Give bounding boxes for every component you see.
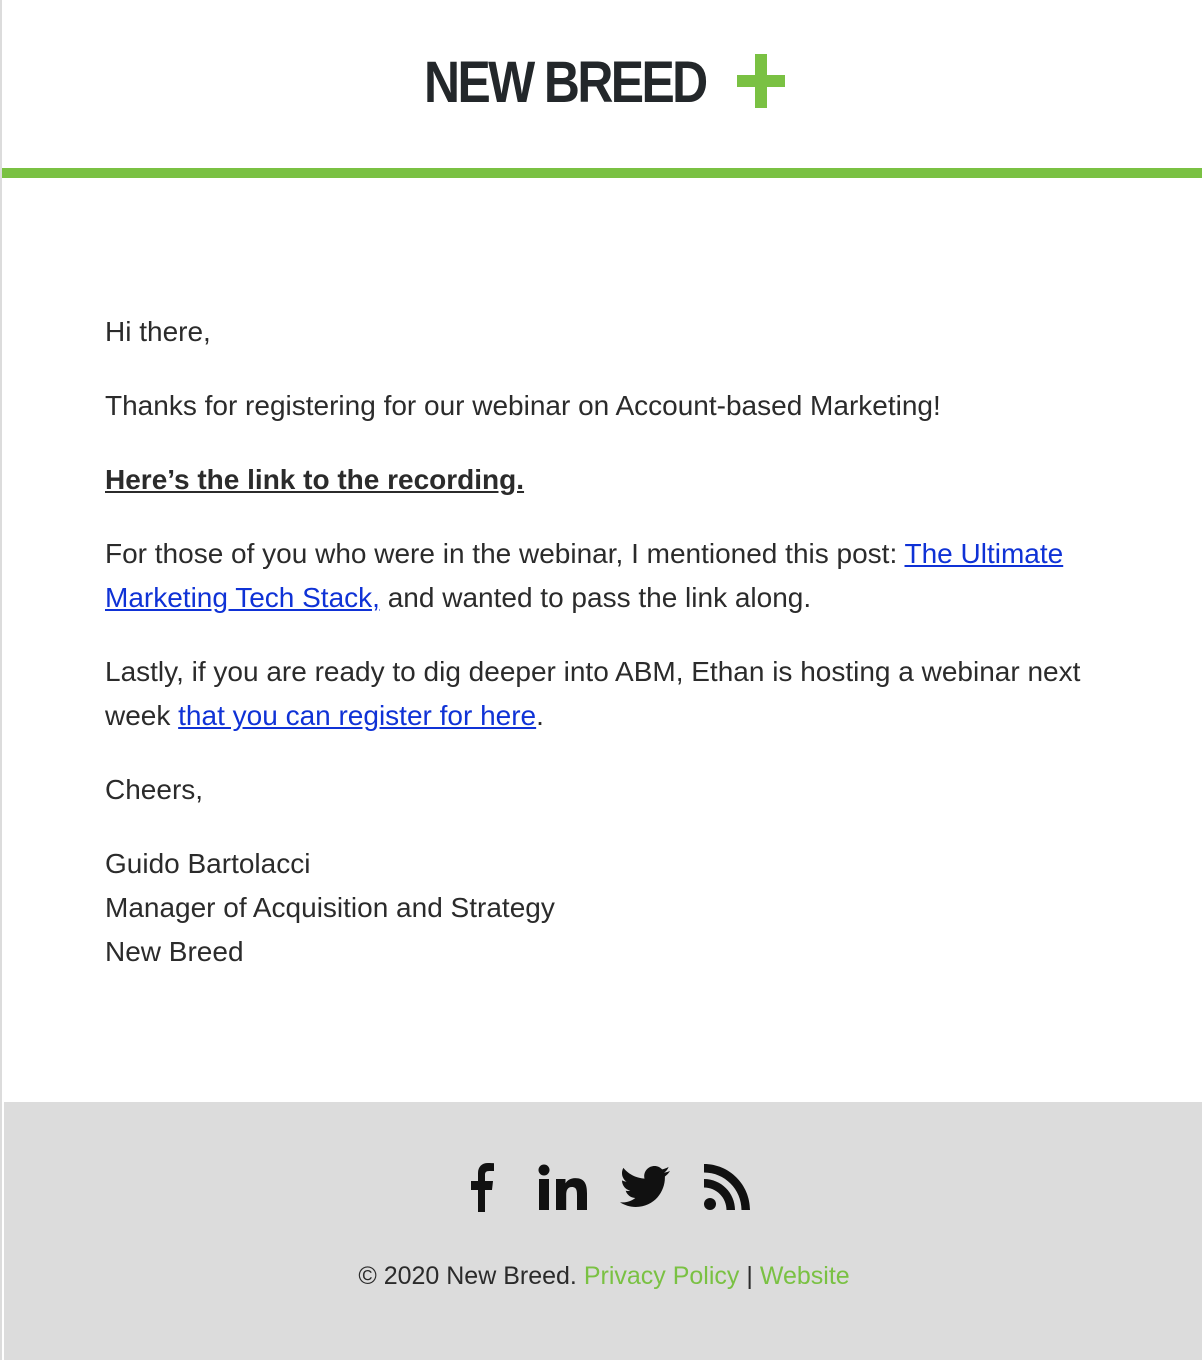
twitter-icon[interactable] bbox=[618, 1160, 672, 1214]
email-header bbox=[2, 0, 1202, 168]
logo-wordmark: NEW BREED bbox=[424, 50, 706, 115]
lastly-paragraph bbox=[105, 650, 1105, 738]
privacy-policy-link[interactable]: Privacy Policy bbox=[583, 1262, 740, 1290]
website-link[interactable]: Website bbox=[759, 1262, 850, 1290]
lastly-intro: Lastly, if you are ready to dig deeper into ABM, Ethan is hosting a webinar next week bbox=[105, 656, 1081, 731]
footer-legal bbox=[4, 1260, 1202, 1292]
lastly-outro: . bbox=[536, 700, 544, 731]
greeting: Hi there, bbox=[105, 316, 211, 347]
rss-icon[interactable] bbox=[700, 1160, 754, 1214]
header-accent-bar bbox=[2, 168, 1202, 178]
footer-separator: | bbox=[739, 1262, 760, 1290]
post-intro: For those of you who were in the webinar, I mentioned this post: bbox=[105, 538, 905, 569]
facebook-icon[interactable] bbox=[454, 1160, 508, 1214]
signature-company: New Breed bbox=[105, 936, 244, 967]
recording-paragraph bbox=[105, 458, 1105, 502]
new-breed-logo[interactable] bbox=[424, 50, 751, 115]
signature-name: Guido Bartolacci bbox=[105, 848, 311, 879]
thanks-text: Thanks for registering for our webinar on Account-based Marketing! bbox=[105, 390, 941, 421]
social-links bbox=[4, 1160, 1202, 1214]
linkedin-icon[interactable] bbox=[536, 1160, 590, 1214]
signoff: Cheers, bbox=[105, 774, 204, 805]
recording-link[interactable]: Here’s the link to the recording. bbox=[105, 464, 525, 495]
copyright-text: © 2020 New Breed. bbox=[358, 1262, 584, 1290]
email-footer bbox=[4, 1102, 1202, 1360]
post-outro: and wanted to pass the link along. bbox=[379, 582, 812, 613]
register-link[interactable]: that you can register for here bbox=[178, 700, 537, 731]
signature-title: Manager of Acquisition and Strategy bbox=[105, 892, 555, 923]
email-body bbox=[105, 310, 1105, 974]
post-paragraph bbox=[105, 532, 1105, 620]
tech-stack-link[interactable]: The Ultimate Marketing Tech Stack, bbox=[105, 538, 1064, 613]
logo-plus-icon bbox=[737, 54, 785, 108]
